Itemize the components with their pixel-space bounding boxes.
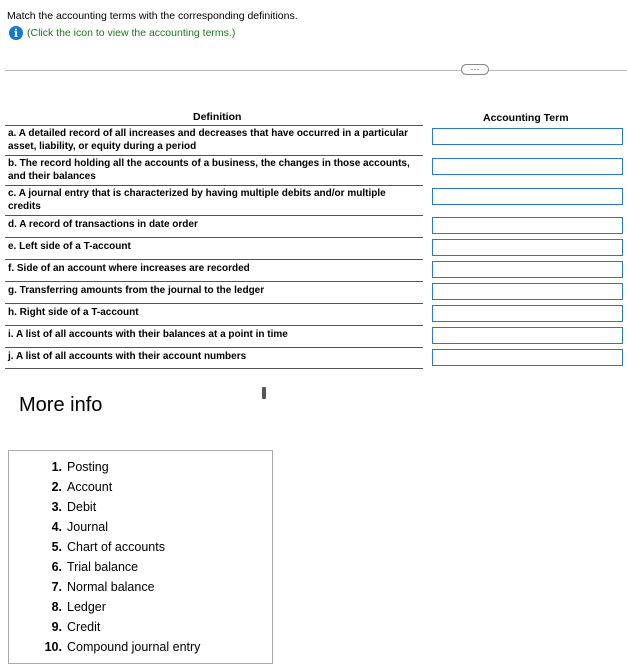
view-terms-link-label: (Click the icon to view the accounting terms.) (27, 27, 236, 39)
term-item-1 (32, 460, 109, 474)
answer-input-i[interactable] (432, 327, 623, 344)
answer-input-f[interactable] (432, 261, 623, 278)
definition-row-d: d. A record of transactions in date order (5, 215, 423, 237)
term-number: 9. (51, 620, 62, 634)
term-number: 6. (51, 560, 62, 574)
term-item-3 (32, 500, 96, 514)
term-item-5 (32, 540, 165, 554)
definition-row-i: i. A list of all accounts with their balances at a point in time (5, 325, 423, 347)
term-item-9 (32, 620, 100, 634)
term-number: 5. (51, 540, 62, 554)
answer-input-h[interactable] (432, 305, 623, 322)
answer-input-b[interactable] (432, 158, 623, 175)
definition-row-g: g. Transferring amounts from the journal to the ledger (5, 281, 423, 303)
term-label: Ledger (67, 600, 106, 614)
definition-row-f: f. Side of an account where increases are recorded (5, 259, 423, 281)
term-label: Debit (67, 500, 97, 514)
term-label: Posting (67, 460, 109, 474)
resize-handle[interactable] (262, 387, 266, 399)
answer-input-j[interactable] (432, 349, 623, 366)
term-item-7 (32, 580, 155, 594)
term-number: 2. (51, 480, 62, 494)
answer-input-g[interactable] (432, 283, 623, 300)
definition-row-b: b. The record holding all the accounts of a business, the changes in those accounts, and their balances (5, 155, 423, 185)
term-number: 3. (51, 500, 62, 514)
definition-row-a: a. A detailed record of all increases and decreases that have occurred in a particular asset, liability, or equity during a period (5, 125, 423, 155)
term-item-10 (32, 640, 200, 654)
answer-input-c[interactable] (432, 188, 623, 205)
term-number: 8. (51, 600, 62, 614)
definition-row-c: c. A journal entry that is characterized by having multiple debits and/or multiple credits (5, 185, 423, 215)
answer-input-e[interactable] (432, 239, 623, 256)
term-item-4 (32, 520, 108, 534)
term-label: Compound journal entry (67, 640, 201, 654)
term-number: 7. (51, 580, 62, 594)
definition-column-header: Definition (193, 111, 242, 123)
terms-list-box (8, 450, 273, 664)
term-column-header: Accounting Term (483, 112, 569, 124)
term-label: Trial balance (67, 560, 139, 574)
term-item-8 (32, 600, 106, 614)
expand-more-button[interactable]: ··· (461, 64, 489, 75)
definition-row-h: h. Right side of a T-account (5, 303, 423, 325)
term-item-2 (32, 480, 112, 494)
more-info-title: More info (19, 394, 103, 416)
term-number: 4. (51, 520, 62, 534)
term-number: 1. (51, 460, 62, 474)
definition-row-e: e. Left side of a T-account (5, 237, 423, 259)
instruction-text: Match the accounting terms with the corresponding definitions. (7, 10, 298, 22)
term-number: 10. (44, 640, 62, 654)
answer-input-a[interactable] (432, 128, 623, 145)
answer-input-d[interactable] (432, 217, 623, 234)
term-item-6 (32, 560, 138, 574)
term-label: Normal balance (67, 580, 155, 594)
term-label: Journal (67, 520, 108, 534)
definition-row-j: j. A list of all accounts with their account numbers (5, 347, 423, 369)
term-label: Credit (67, 620, 101, 634)
info-icon[interactable]: i (9, 26, 23, 40)
view-terms-link[interactable] (9, 26, 235, 40)
term-label: Account (67, 480, 113, 494)
term-label: Chart of accounts (67, 540, 165, 554)
section-divider (5, 70, 627, 71)
